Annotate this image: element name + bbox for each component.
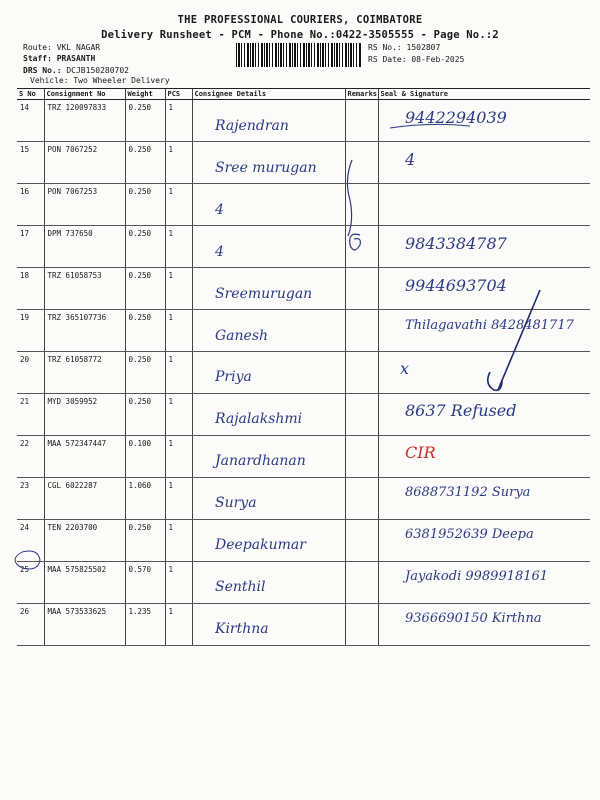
handwritten-consignee: Janardhanan <box>215 453 306 470</box>
table-row <box>17 184 590 226</box>
handwritten-signature: CIR <box>405 443 436 463</box>
handwritten-consignee: Kirthna <box>215 620 269 637</box>
handwritten-signature: 8688731192 Surya <box>405 485 531 501</box>
handwritten-signature: 9944693704 <box>405 275 507 295</box>
handwritten-consignee: Rajalakshmi <box>215 411 303 428</box>
consignment-no: MAA 575825502 <box>44 562 125 604</box>
remarks-cell <box>345 310 378 352</box>
sno: 22 <box>17 436 44 478</box>
consignment-no: TRZ 61058753 <box>44 268 125 310</box>
pcs: 1 <box>165 352 192 394</box>
weight: 0.250 <box>125 352 165 394</box>
handwritten-consignee: 4 <box>215 201 224 218</box>
sno: 19 <box>17 310 44 352</box>
handwritten-consignee: Sree murugan <box>215 159 317 176</box>
weight: 0.250 <box>125 310 165 352</box>
remarks-cell <box>345 100 378 142</box>
weight: 0.250 <box>125 184 165 226</box>
handwritten-signature: Thilagavathi 8428481717 <box>405 317 574 333</box>
col-header-consignment: Consignment No <box>44 89 125 100</box>
sno: 16 <box>17 184 44 226</box>
weight: 0.250 <box>125 268 165 310</box>
rs-no-line <box>368 42 440 53</box>
vehicle-label: Vehicle: <box>30 76 69 85</box>
pcs: 1 <box>165 310 192 352</box>
col-header-sno: S No <box>17 89 44 100</box>
weight: 1.060 <box>125 478 165 520</box>
route-value: VKL NAGAR <box>56 43 101 52</box>
handwritten-consignee: 4 <box>215 243 224 260</box>
handwritten-signature: 6381952639 Deepa <box>405 527 534 542</box>
drs-label: DRS No.: <box>23 66 62 75</box>
rs-date-line <box>368 54 464 65</box>
handwritten-consignee: Deepakumar <box>215 537 306 553</box>
handwritten-signature: 9442294039 <box>405 108 507 127</box>
handwritten-signature: Jayakodi 9989918161 <box>405 568 549 584</box>
remarks-cell <box>345 184 378 226</box>
handwritten-consignee: Priya <box>215 369 252 386</box>
pcs: 1 <box>165 100 192 142</box>
sno: 18 <box>17 268 44 310</box>
remarks-cell <box>345 436 378 478</box>
drs-value: DCJB150280702 <box>66 66 129 75</box>
pcs: 1 <box>165 604 192 646</box>
pcs: 1 <box>165 436 192 478</box>
weight: 1.235 <box>125 604 165 646</box>
sno: 24 <box>17 520 44 562</box>
table-header-row <box>17 89 590 100</box>
sno: 14 <box>17 100 44 142</box>
sno: 23 <box>17 478 44 520</box>
pcs: 1 <box>165 394 192 436</box>
consignment-no: MAA 572347447 <box>44 436 125 478</box>
staff-value: PRASANTH <box>56 54 96 63</box>
handwritten-consignee: Ganesh <box>215 327 269 344</box>
sno: 15 <box>17 142 44 184</box>
handwritten-consignee: Sreemurugan <box>215 285 313 302</box>
sno: 20 <box>17 352 44 394</box>
sno: 26 <box>17 604 44 646</box>
pcs: 1 <box>165 562 192 604</box>
signature-cell <box>378 352 590 394</box>
pcs: 1 <box>165 268 192 310</box>
handwritten-signature: x <box>400 359 410 379</box>
sno: 17 <box>17 226 44 268</box>
consignment-no: TEN 2203700 <box>44 520 125 562</box>
weight: 0.250 <box>125 100 165 142</box>
consignment-no: DPM 737650 <box>44 226 125 268</box>
pcs: 1 <box>165 520 192 562</box>
weight: 0.570 <box>125 562 165 604</box>
consignment-no: CGL 6022287 <box>44 478 125 520</box>
route-label: Route: <box>23 43 52 52</box>
col-header-weight: Weight <box>125 89 165 100</box>
sheet-title: THE PROFESSIONAL COURIERS, COIMBATORE <box>177 14 423 26</box>
consignment-no: PON 7067252 <box>44 142 125 184</box>
rs-date-value: 08-Feb-2025 <box>411 55 465 64</box>
rs-no-value: 1502807 <box>406 43 441 52</box>
col-header-remarks: Remarks <box>345 89 378 100</box>
remarks-cell <box>345 520 378 562</box>
handwritten-consignee: Senthil <box>215 578 266 595</box>
handwritten-signature: 9366690150 Kirthna <box>405 610 542 626</box>
weight: 0.250 <box>125 142 165 184</box>
remarks-cell <box>345 352 378 394</box>
staff-line <box>23 53 95 64</box>
remarks-cell <box>345 478 378 520</box>
pcs: 1 <box>165 226 192 268</box>
vehicle-value: Two Wheeler Delivery <box>73 76 170 85</box>
handwritten-signature: 4 <box>405 149 416 169</box>
remarks-cell <box>345 268 378 310</box>
consignment-no: MAA 573533625 <box>44 604 125 646</box>
sheet-subtitle: Delivery Runsheet - PCM - Phone No.:0422-3505555 - Page No.:2 <box>101 29 499 41</box>
weight: 0.100 <box>125 436 165 478</box>
remarks-cell <box>345 562 378 604</box>
sno: 25 <box>17 562 44 604</box>
rs-no-label: RS No.: <box>368 43 402 52</box>
weight: 0.250 <box>125 520 165 562</box>
handwritten-signature: 8637 Refused <box>405 401 517 421</box>
col-header-signature: Seal & Signature <box>378 89 590 100</box>
remarks-cell <box>345 604 378 646</box>
handwritten-signature: 9843384787 <box>405 233 507 253</box>
pcs: 1 <box>165 478 192 520</box>
remarks-cell <box>345 394 378 436</box>
pcs: 1 <box>165 142 192 184</box>
consignment-no: TRZ 61058772 <box>44 352 125 394</box>
col-header-consignee: Consignee Details <box>192 89 345 100</box>
signature-cell <box>378 184 590 226</box>
remarks-cell <box>345 142 378 184</box>
remarks-cell <box>345 226 378 268</box>
consignment-no: TRZ 120097833 <box>44 100 125 142</box>
consignment-no: TRZ 365107736 <box>44 310 125 352</box>
weight: 0.250 <box>125 394 165 436</box>
weight: 0.250 <box>125 226 165 268</box>
pcs: 1 <box>165 184 192 226</box>
sno: 21 <box>17 394 44 436</box>
consignment-no: PON 7067253 <box>44 184 125 226</box>
handwritten-consignee: Rajendran <box>215 118 289 134</box>
table-row <box>17 352 590 394</box>
staff-label: Staff: <box>23 54 52 63</box>
route-line <box>23 42 100 53</box>
col-header-pcs: PCS <box>165 89 192 100</box>
handwritten-consignee: Surya <box>215 495 257 512</box>
consignment-no: MYD 3059952 <box>44 394 125 436</box>
barcode-image <box>236 43 362 67</box>
vehicle-line <box>30 75 170 86</box>
rs-date-label: RS Date: <box>368 55 407 64</box>
